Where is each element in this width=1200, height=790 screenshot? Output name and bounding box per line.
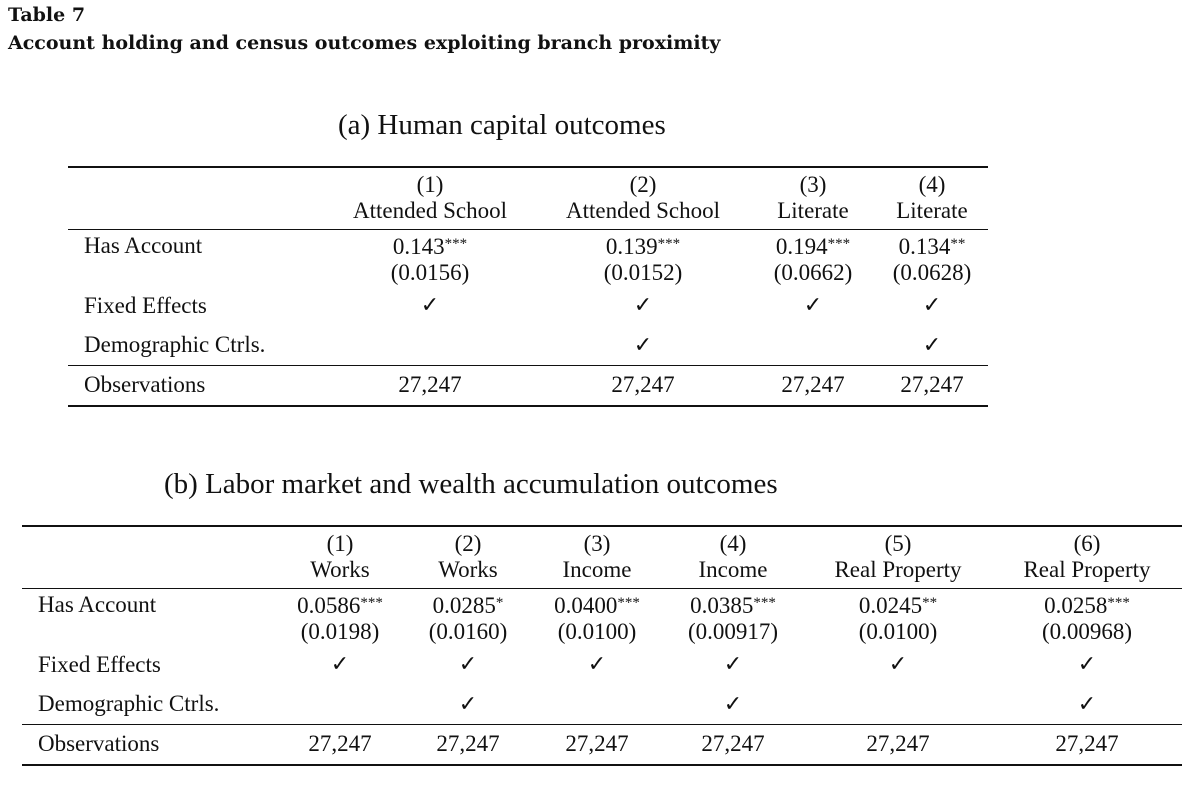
checkmark-cell: [750, 326, 876, 366]
column-number: (4): [719, 531, 747, 557]
coefficient: 0.0400: [554, 592, 618, 618]
row-label: [68, 229, 324, 286]
row-label: [22, 645, 276, 685]
checkmark-cell: [750, 286, 876, 326]
coefficient: 0.0258: [1044, 592, 1108, 618]
column-header: [536, 167, 750, 229]
row-label: [68, 366, 324, 406]
row-label-text: Fixed Effects: [84, 292, 207, 318]
has-account-row: [68, 229, 988, 286]
observations-cell: 27,247: [701, 731, 765, 757]
panel-b-table: [22, 525, 1182, 766]
header-stub-cell: [22, 526, 276, 588]
standard-error: (0.0662): [773, 259, 853, 285]
checkmark-icon: ✓: [587, 652, 607, 677]
checkmark-cell: [404, 685, 532, 725]
fixed-effects-row: [68, 286, 988, 326]
checkmark-cell: [276, 645, 404, 685]
table-title: Account holding and census outcomes exploiting branch proximity: [8, 32, 721, 54]
checkmark-icon: ✓: [1077, 691, 1097, 717]
significance-stars: ***: [657, 235, 681, 252]
significance-stars: ***: [753, 594, 776, 611]
panel-b-caption: (b) Labor market and wealth accumulation outcomes: [164, 468, 778, 500]
coefficient-cell: [662, 588, 804, 645]
column-header-row: [68, 167, 988, 229]
observations-row: [22, 725, 1182, 765]
checkmark-icon: ✓: [458, 691, 478, 717]
row-label-text: Observations: [38, 731, 160, 757]
checkmark-cell: [992, 685, 1182, 725]
significance-stars: ***: [444, 235, 468, 252]
row-label: [22, 685, 276, 725]
standard-error: (0.0156): [390, 259, 470, 285]
column-label: Real Property: [1023, 557, 1151, 583]
coefficient-cell: [276, 588, 404, 645]
coefficient: 0.134: [898, 233, 951, 259]
row-label: [22, 725, 276, 765]
row-label-text: Has Account: [84, 232, 203, 258]
coefficient: 0.194: [775, 233, 828, 259]
column-number: (3): [583, 531, 611, 557]
standard-error: (0.0152): [603, 259, 683, 285]
demographic-controls-row: [22, 685, 1182, 725]
significance-stars: ***: [617, 594, 640, 611]
column-number: (5): [884, 531, 912, 557]
significance-stars: **: [922, 594, 938, 611]
panel-a-caption: (a) Human capital outcomes: [338, 109, 666, 141]
observations-cell: 27,247: [398, 372, 462, 398]
checkmark-cell: [876, 326, 988, 366]
column-header-row: [22, 526, 1182, 588]
column-header: [404, 526, 532, 588]
column-header: [750, 167, 876, 229]
coefficient-cell: [876, 229, 988, 286]
standard-error: (0.00968): [1041, 618, 1133, 644]
checkmark-cell: [404, 645, 532, 685]
column-label: Real Property: [834, 557, 962, 583]
coefficient-cell: [324, 229, 536, 286]
checkmark-icon: ✓: [922, 293, 942, 318]
column-label: Attended School: [566, 198, 720, 224]
coefficient-cell: [804, 588, 992, 645]
column-number: (4): [918, 172, 946, 198]
significance-stars: **: [950, 235, 966, 252]
checkmark-icon: ✓: [633, 293, 653, 318]
table-number: Table 7: [8, 4, 86, 26]
coefficient-cell: [536, 229, 750, 286]
standard-error: (0.0160): [428, 618, 508, 644]
column-number: (1): [326, 531, 354, 557]
checkmark-cell: [532, 685, 662, 725]
checkmark-icon: ✓: [633, 332, 653, 358]
checkmark-icon: ✓: [330, 652, 350, 677]
column-header: [804, 526, 992, 588]
column-label: Literate: [777, 198, 849, 224]
coefficient-cell: [992, 588, 1182, 645]
column-header: [876, 167, 988, 229]
observations-cell: 27,247: [611, 372, 675, 398]
column-number: (1): [416, 172, 444, 198]
observations-cell: 27,247: [900, 372, 964, 398]
row-label-text: Has Account: [38, 591, 157, 617]
significance-stars: ***: [360, 594, 383, 611]
coefficient: 0.143: [392, 233, 445, 259]
standard-error: (0.0100): [557, 618, 637, 644]
column-header: [992, 526, 1182, 588]
observations-cell: 27,247: [436, 731, 500, 757]
checkmark-cell: [536, 286, 750, 326]
standard-error: (0.0100): [858, 618, 938, 644]
demographic-controls-row: [68, 326, 988, 366]
row-label-text: Demographic Ctrls.: [84, 332, 266, 358]
coefficient: 0.139: [605, 233, 658, 259]
checkmark-cell: [804, 685, 992, 725]
coefficient: 0.0385: [690, 592, 754, 618]
standard-error: (0.00917): [687, 618, 779, 644]
checkmark-cell: [662, 685, 804, 725]
checkmark-icon: ✓: [458, 652, 478, 677]
checkmark-cell: [536, 326, 750, 366]
checkmark-cell: [276, 685, 404, 725]
column-label: Attended School: [353, 198, 507, 224]
coefficient: 0.0586: [297, 592, 361, 618]
column-number: (2): [454, 531, 482, 557]
checkmark-cell: [324, 326, 536, 366]
header-stub-cell: [68, 167, 324, 229]
standard-error: (0.0198): [300, 618, 380, 644]
column-header: [276, 526, 404, 588]
coefficient-cell: [404, 588, 532, 645]
checkmark-icon: ✓: [1077, 652, 1097, 677]
checkmark-cell: [324, 286, 536, 326]
row-label-text: Fixed Effects: [38, 651, 161, 677]
checkmark-cell: [804, 645, 992, 685]
column-label: Income: [562, 557, 632, 583]
coefficient-cell: [750, 229, 876, 286]
checkmark-icon: ✓: [922, 332, 942, 358]
has-account-row: [22, 588, 1182, 645]
column-label: Literate: [896, 198, 968, 224]
column-label: Income: [698, 557, 768, 583]
column-label: Works: [438, 557, 498, 583]
observations-cell: 27,247: [308, 731, 372, 757]
row-label: [22, 588, 276, 645]
checkmark-cell: [992, 645, 1182, 685]
significance-stars: ***: [827, 235, 851, 252]
fixed-effects-row: [22, 645, 1182, 685]
coefficient: 0.0285: [432, 592, 496, 618]
column-number: (3): [799, 172, 827, 198]
observations-cell: 27,247: [866, 731, 930, 757]
column-header: [532, 526, 662, 588]
significance-stars: *: [495, 594, 504, 611]
checkmark-icon: ✓: [888, 652, 908, 677]
observations-cell: 27,247: [1055, 731, 1119, 757]
row-label-text: Observations: [84, 372, 206, 398]
checkmark-icon: ✓: [723, 691, 743, 717]
checkmark-cell: [662, 645, 804, 685]
panel-a-table: [68, 166, 988, 407]
column-header: [662, 526, 804, 588]
coefficient-cell: [532, 588, 662, 645]
coefficient: 0.0245: [858, 592, 923, 618]
checkmark-cell: [876, 286, 988, 326]
row-label-text: Demographic Ctrls.: [38, 691, 220, 717]
checkmark-icon: ✓: [420, 293, 440, 318]
observations-cell: 27,247: [565, 731, 629, 757]
checkmark-cell: [532, 645, 662, 685]
column-header: [324, 167, 536, 229]
checkmark-icon: ✓: [803, 293, 823, 318]
observations-cell: 27,247: [781, 372, 845, 398]
observations-row: [68, 366, 988, 406]
standard-error: (0.0628): [892, 259, 972, 285]
significance-stars: ***: [1107, 594, 1130, 611]
column-number: (2): [629, 172, 657, 198]
column-number: (6): [1073, 531, 1101, 557]
row-label: [68, 326, 324, 366]
column-label: Works: [310, 557, 370, 583]
checkmark-icon: ✓: [723, 652, 743, 677]
row-label: [68, 286, 324, 326]
